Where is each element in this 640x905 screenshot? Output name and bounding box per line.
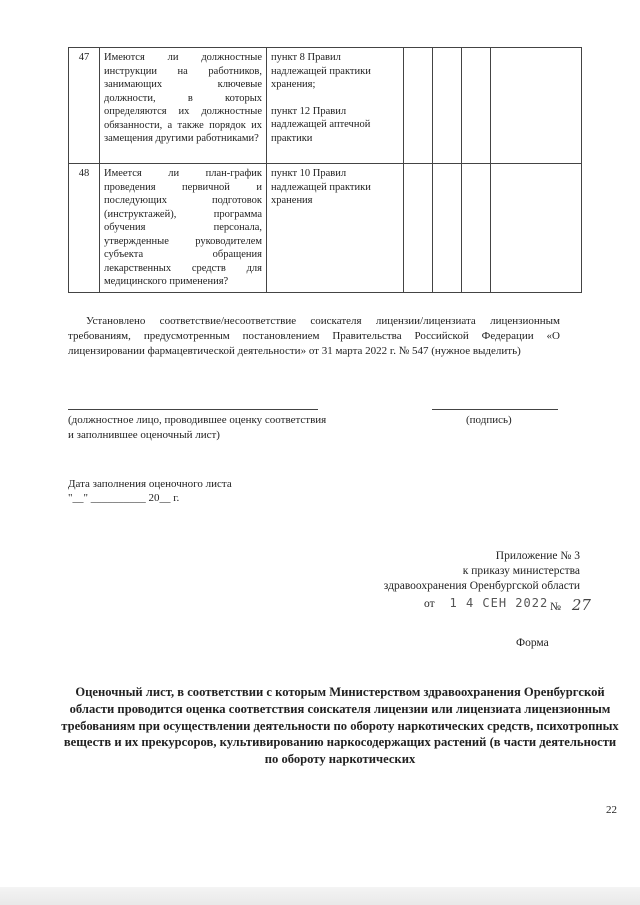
answer-cell-yes (404, 48, 433, 164)
date-from-label: от (424, 598, 435, 610)
row-number: 48 (69, 164, 100, 293)
appendix-date (424, 596, 548, 610)
table-row (69, 164, 582, 293)
compliance-statement: Установлено соответствие/несоответствие соискателя лицензии/лицензиата лицензионным требованиям, предусмотренным постановлением Правительства Российской Федерации «О лицензировании фармацевтической деятельности» от 31 марта 2022 г. № 547 (нужное выделить) (68, 315, 560, 357)
question-cell: Имеются ли должностные инструкции на работников, занимающих ключевые должности, в которых определяются их должностные обязанности, а также порядок их замещения другими работниками? (100, 48, 267, 164)
reference-cell (267, 48, 404, 164)
page-edge (0, 887, 640, 905)
appendix-number: Приложение № 3 (495, 550, 580, 562)
answer-cell-no (433, 164, 462, 293)
form-title: Оценочный лист, в соответствии с которым Министерством здравоохранения Оренбургской области проводится оценка соответствия соискателя лицензии или лицензиата лицензионным требованиям при осуществлении деятельности по обороту наркотических средств, психотропных веществ и их прекурсоров, культивированию наркосодержащих растений (в части деятельности по обороту наркотических (61, 685, 619, 767)
official-caption: (должностное лицо, проводившее оценку соответствия и заполнившее оценочный лист) (68, 414, 327, 441)
signature-caption: (подпись) (466, 414, 512, 426)
appendix-order: к приказу министерства (462, 565, 580, 577)
appendix-order-number (550, 596, 591, 614)
reference-text: пункт 10 Правил надлежащей практики хранения (271, 168, 371, 206)
question-cell: Имеется ли план-график проведения первичной и последующих подготовок (инструктажей), программа обучения персонала, утвержденные руководителем субъекта обращения лекарственных средств для медицинского применения? (100, 164, 267, 293)
answer-cell-na (462, 48, 491, 164)
reference-text: пункт 8 Правил надлежащей практики хранения; (271, 52, 371, 90)
answer-cell-no (433, 48, 462, 164)
reference-text: пункт 12 Правил надлежащей аптечной практики (271, 105, 371, 144)
order-number-label: № (550, 601, 561, 613)
notes-cell (491, 164, 582, 293)
answer-cell-na (462, 164, 491, 293)
answer-cell-yes (404, 164, 433, 293)
row-number: 47 (69, 48, 100, 164)
order-number-handwritten: 27 (571, 596, 591, 614)
date-stamp: 1 4 СЕН 2022 (449, 596, 549, 610)
page-number: 22 (606, 804, 617, 816)
signature-line[interactable] (432, 409, 558, 410)
fill-date-label: Дата заполнения оценочного листа (68, 478, 232, 490)
notes-cell (491, 48, 582, 164)
reference-cell (267, 164, 404, 293)
form-label: Форма (516, 637, 549, 649)
fill-date-field[interactable]: "__" __________ 20__ г. (68, 492, 180, 504)
checklist-table (68, 47, 582, 293)
appendix-ministry: здравоохранения Оренбургской области (383, 580, 580, 592)
table-row (69, 48, 582, 164)
official-signature-line[interactable] (68, 409, 318, 410)
